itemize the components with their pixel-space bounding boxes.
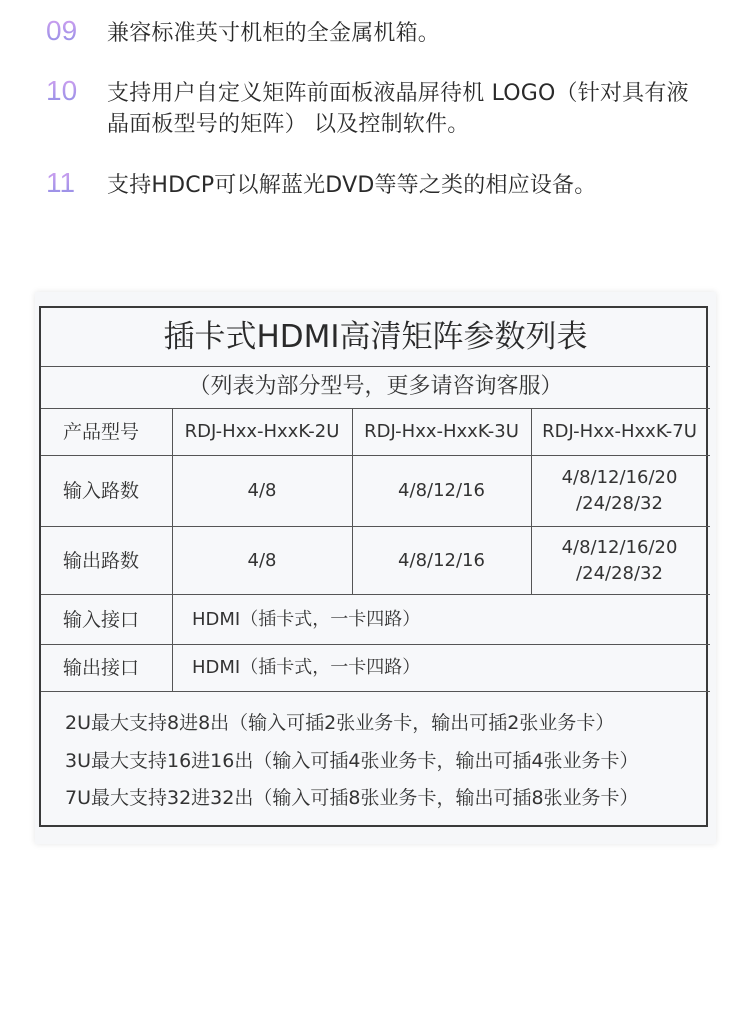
table-subtitle-row (41, 367, 710, 409)
feature-number: 10 (46, 75, 78, 106)
table-cell: RDJ-Hxx-HxxK-2U (184, 421, 340, 442)
row-label: 输出接口 (63, 657, 140, 679)
row-label: 产品型号 (63, 421, 140, 443)
table-row-model (41, 409, 710, 456)
feature-number: 09 (46, 15, 78, 46)
table-notes (41, 692, 710, 827)
feature-number: 11 (46, 167, 76, 198)
table-row-output-port (41, 645, 710, 692)
table-cell: 4/8/12/16 (398, 480, 485, 501)
row-label: 输入路数 (63, 480, 140, 502)
note-line: 2U最大支持8进8出（输入可插2张业务卡，输出可插2张业务卡） (65, 712, 615, 734)
table-cell: 4/8/12/16/20 /24/28/32 (561, 467, 678, 514)
note-line: 7U最大支持32进32出（输入可插8张业务卡，输出可插8张业务卡） (65, 787, 639, 809)
feature-text: 支持用户自定义矩阵前面板液晶屏待机 LOGO（针对具有液晶面板型号的矩阵） 以及控制软件。 (107, 81, 689, 137)
table-cell: 4/8 (247, 549, 277, 571)
table-row-input-port (41, 595, 710, 645)
table-title: 插卡式HDMI高清矩阵参数列表 (163, 319, 588, 355)
table-row-inputs (41, 456, 710, 527)
table-cell: RDJ-Hxx-HxxK-3U (364, 421, 519, 442)
table-cell: 4/8/12/16 (398, 549, 485, 571)
table-cell: 4/8/12/16/20 /24/28/32 (561, 536, 678, 584)
table-cell: 4/8 (247, 480, 277, 501)
table-cell: HDMI（插卡式，一卡四路） (192, 608, 421, 630)
table-subtitle: （列表为部分型号，更多请咨询客服） (188, 374, 563, 399)
table-row-outputs (41, 527, 710, 595)
feature-text: 兼容标准英寸机柜的全金属机箱。 (107, 21, 441, 46)
table-title-row (41, 308, 710, 367)
row-label: 输出路数 (63, 549, 140, 572)
table-cell: RDJ-Hxx-HxxK-7U (542, 421, 697, 442)
table-cell: HDMI（插卡式，一卡四路） (192, 657, 421, 678)
note-line: 3U最大支持16进16出（输入可插4张业务卡，输出可插4张业务卡） (65, 750, 639, 772)
spec-table-card (35, 292, 716, 844)
row-label: 输入接口 (63, 608, 140, 631)
spec-table (39, 306, 708, 827)
feature-text: 支持HDCP可以解蓝光DVD等等之类的相应设备。 (107, 173, 597, 198)
